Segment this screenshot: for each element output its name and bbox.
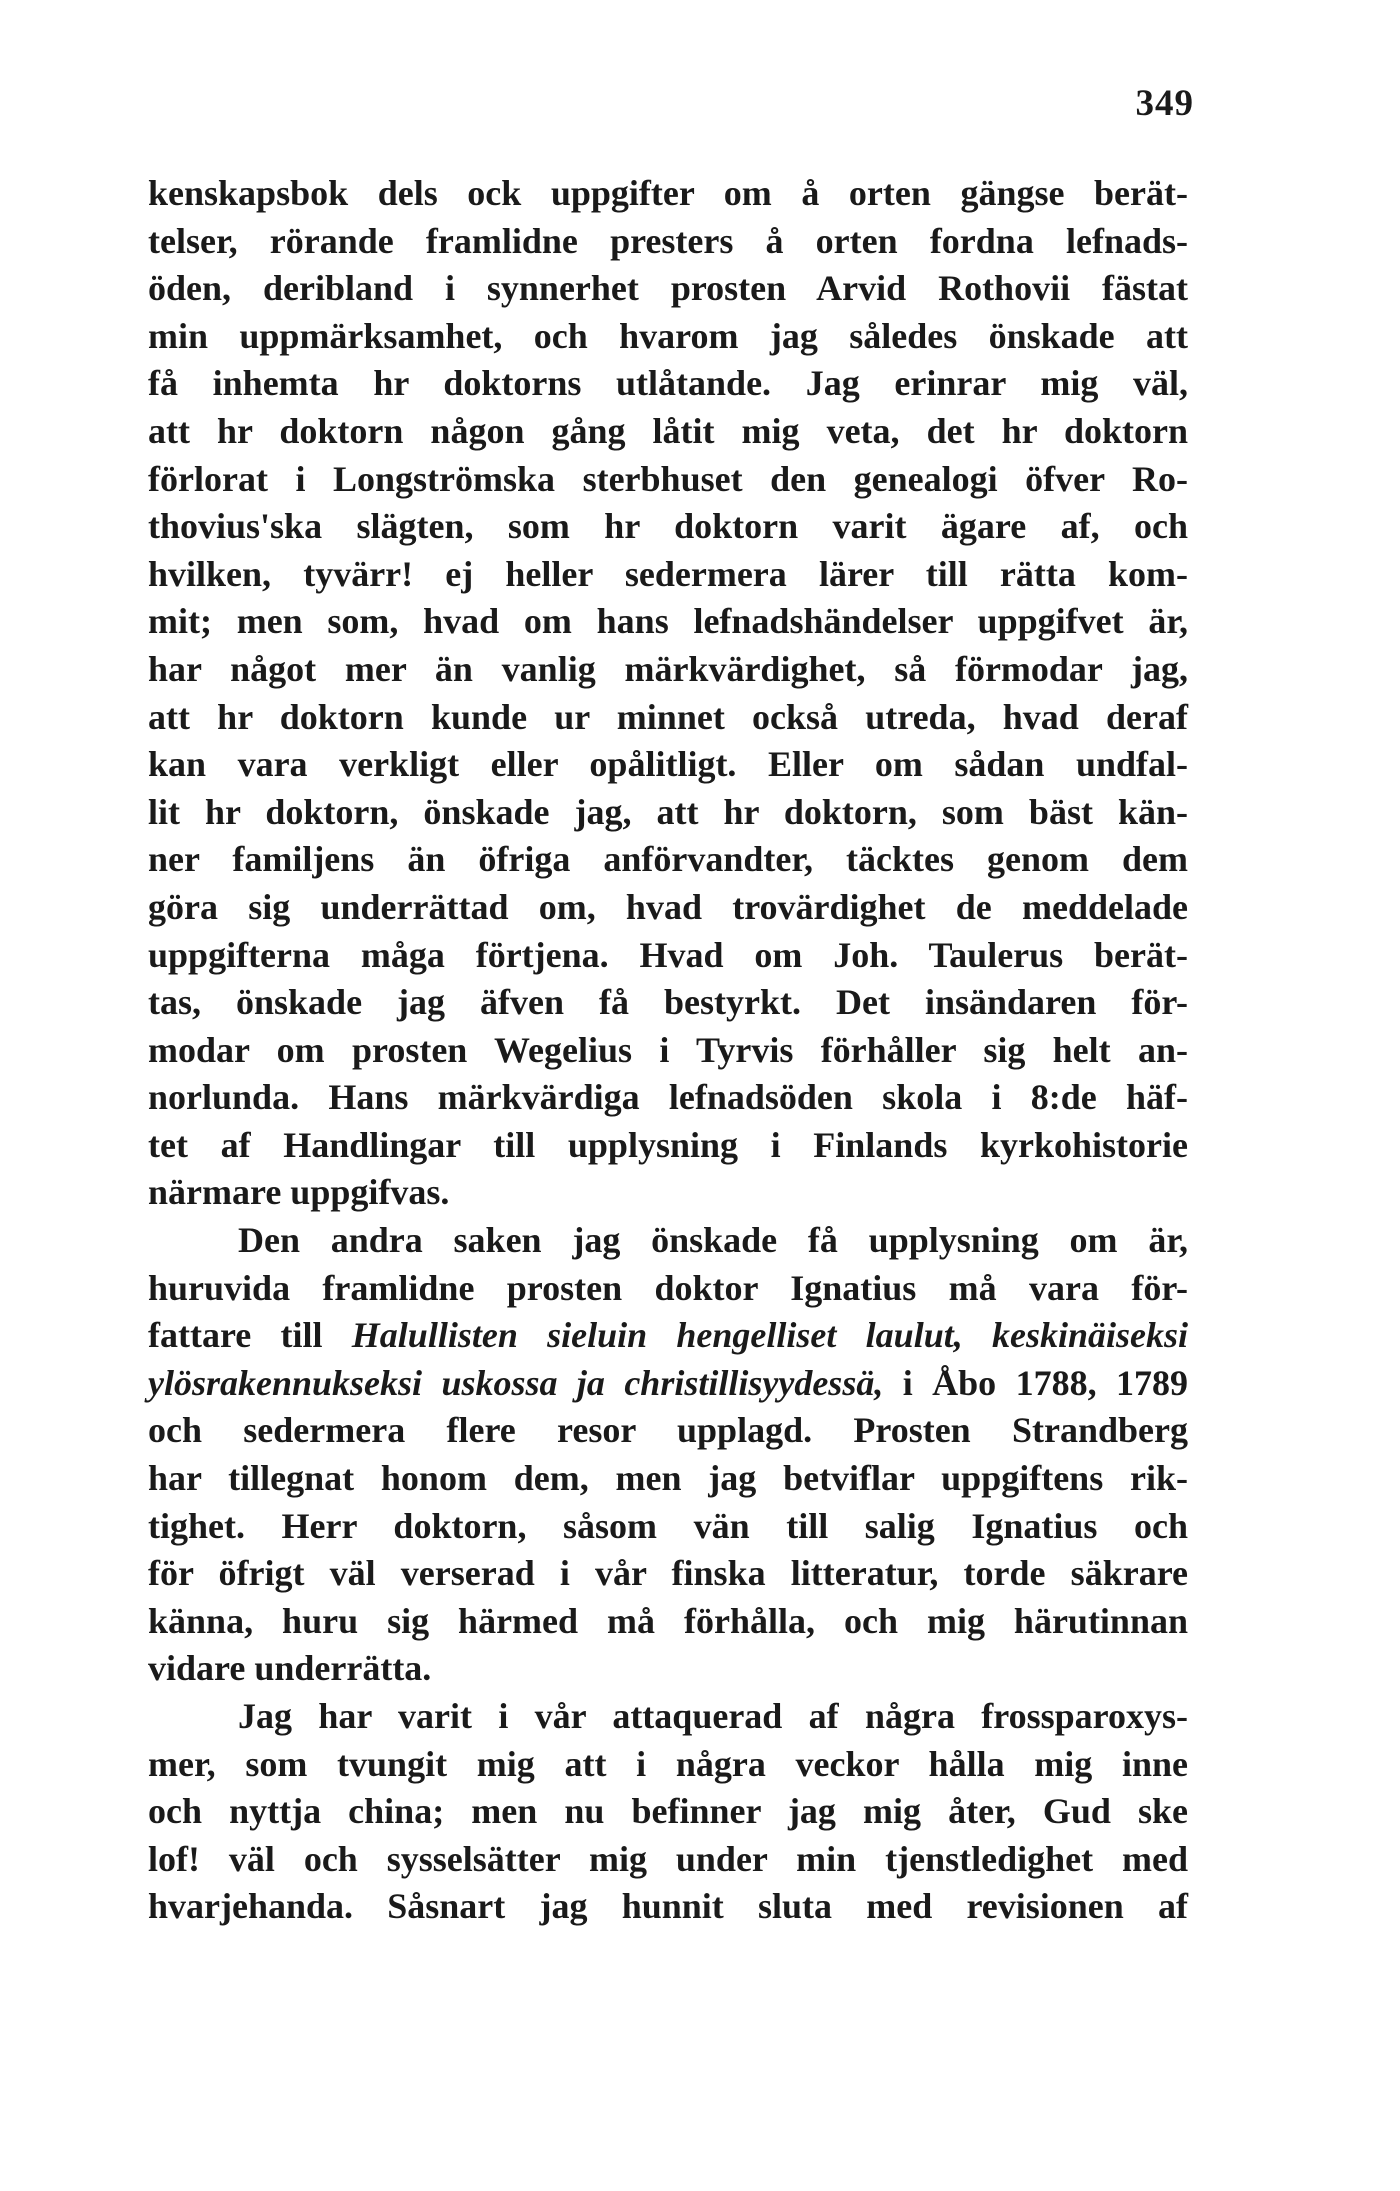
italic-title: ylösrakennukseksi uskossa ja christillisyydessä, [148,1362,884,1403]
text-line: modar om prosten Wegelius i Tyrvis förhåller sig helt an- [148,1029,1188,1070]
text-line: huruvida framlidne prosten doktor Ignatius må vara för- [148,1267,1188,1308]
text-line: tas, önskade jag äfven få bestyrkt. Det insändaren för- [148,982,1188,1023]
text-line: kan vara verkligt eller opålitligt. Eller om sådan undfal- [148,744,1188,785]
text-line: och nyttja china; men nu befinner jag mig åter, Gud ske [148,1791,1188,1832]
text-line: öden, deribland i synnerhet prosten Arvid Rothovii fästat [148,268,1188,309]
text-line: telser, rörande framlidne presters å orten fordna lefnads- [148,220,1188,261]
text-line: känna, huru sig härmed må förhålla, och mig härutinnan [148,1600,1188,1641]
text-line: hvarjehanda. Såsnart jag hunnit sluta med revisionen af [148,1886,1188,1927]
text-line: få inhemta hr doktorns utlåtande. Jag erinrar mig väl, [148,363,1188,404]
text-line: lit hr doktorn, önskade jag, att hr doktorn, som bäst kän- [148,791,1188,832]
text-line: för öfrigt väl verserad i vår finska litteratur, torde säkrare [148,1553,1188,1594]
text-line: hvilken, tyvärr! ej heller sedermera lärer till rätta kom- [148,553,1188,594]
text-line: och sedermera flere resor upplagd. Prosten Strandberg [148,1410,1188,1451]
text-line: kenskapsbok dels ock uppgifter om å orten gängse berät- [148,173,1188,213]
text-line: närmare uppgifvas. [148,1172,450,1213]
text-line: mer, som tvungit mig att i några veckor hålla mig inne [148,1743,1188,1784]
text-line: thovius'ska slägten, som hr doktorn varit ägare af, och [148,506,1188,547]
text-line: ner familjens än öfriga anförvandter, täcktes genom dem [148,839,1188,880]
page-number: 349 [1135,83,1194,124]
text-line: lof! väl och sysselsätter mig under min tjenstledighet med [148,1838,1188,1879]
text-line: Den andra saken jag önskade få upplysning om är, [238,1220,1188,1261]
text-line: vidare underrätta. [148,1648,432,1689]
text-line: min uppmärksamhet, och hvarom jag således önskade att [148,315,1188,356]
text-line [148,1360,1188,1408]
text-line: förlorat i Longströmska sterbhuset den genealogi öfver Ro- [148,458,1188,499]
text-line [148,1312,1188,1360]
text-line: att hr doktorn kunde ur minnet också utreda, hvad deraf [148,696,1188,737]
italic-title: Halullisten sieluin hengelliset laulut, keskinäiseksi [351,1315,1188,1356]
text-line: göra sig underrättad om, hvad trovärdighet de meddelade [148,886,1188,927]
text-line: norlunda. Hans märkvärdiga lefnadsöden skola i 8:de häf- [148,1077,1188,1118]
text-line: tet af Handlingar till upplysning i Finlands kyrkohistorie [148,1124,1188,1165]
text-segment: i Åbo 1788, 1789 [883,1362,1188,1403]
text-line: har något mer än vanlig märkvärdighet, så förmodar jag, [148,648,1188,689]
text-line: Jag har varit i vår attaquerad af några frossparoxys- [238,1696,1188,1736]
text-line: tighet. Herr doktorn, såsom vän till salig Ignatius och [148,1505,1188,1546]
text-segment: fattare till [148,1315,352,1356]
body-text [148,170,1188,1931]
text-line: har tillegnat honom dem, men jag betviflar uppgiftens rik- [148,1458,1188,1499]
text-line: uppgifterna måga förtjena. Hvad om Joh. Taulerus berät- [148,934,1188,975]
text-line: mit; men som, hvad om hans lefnadshändelser uppgifvet är, [148,601,1188,642]
text-line: att hr doktorn någon gång låtit mig veta, det hr doktorn [148,410,1188,451]
